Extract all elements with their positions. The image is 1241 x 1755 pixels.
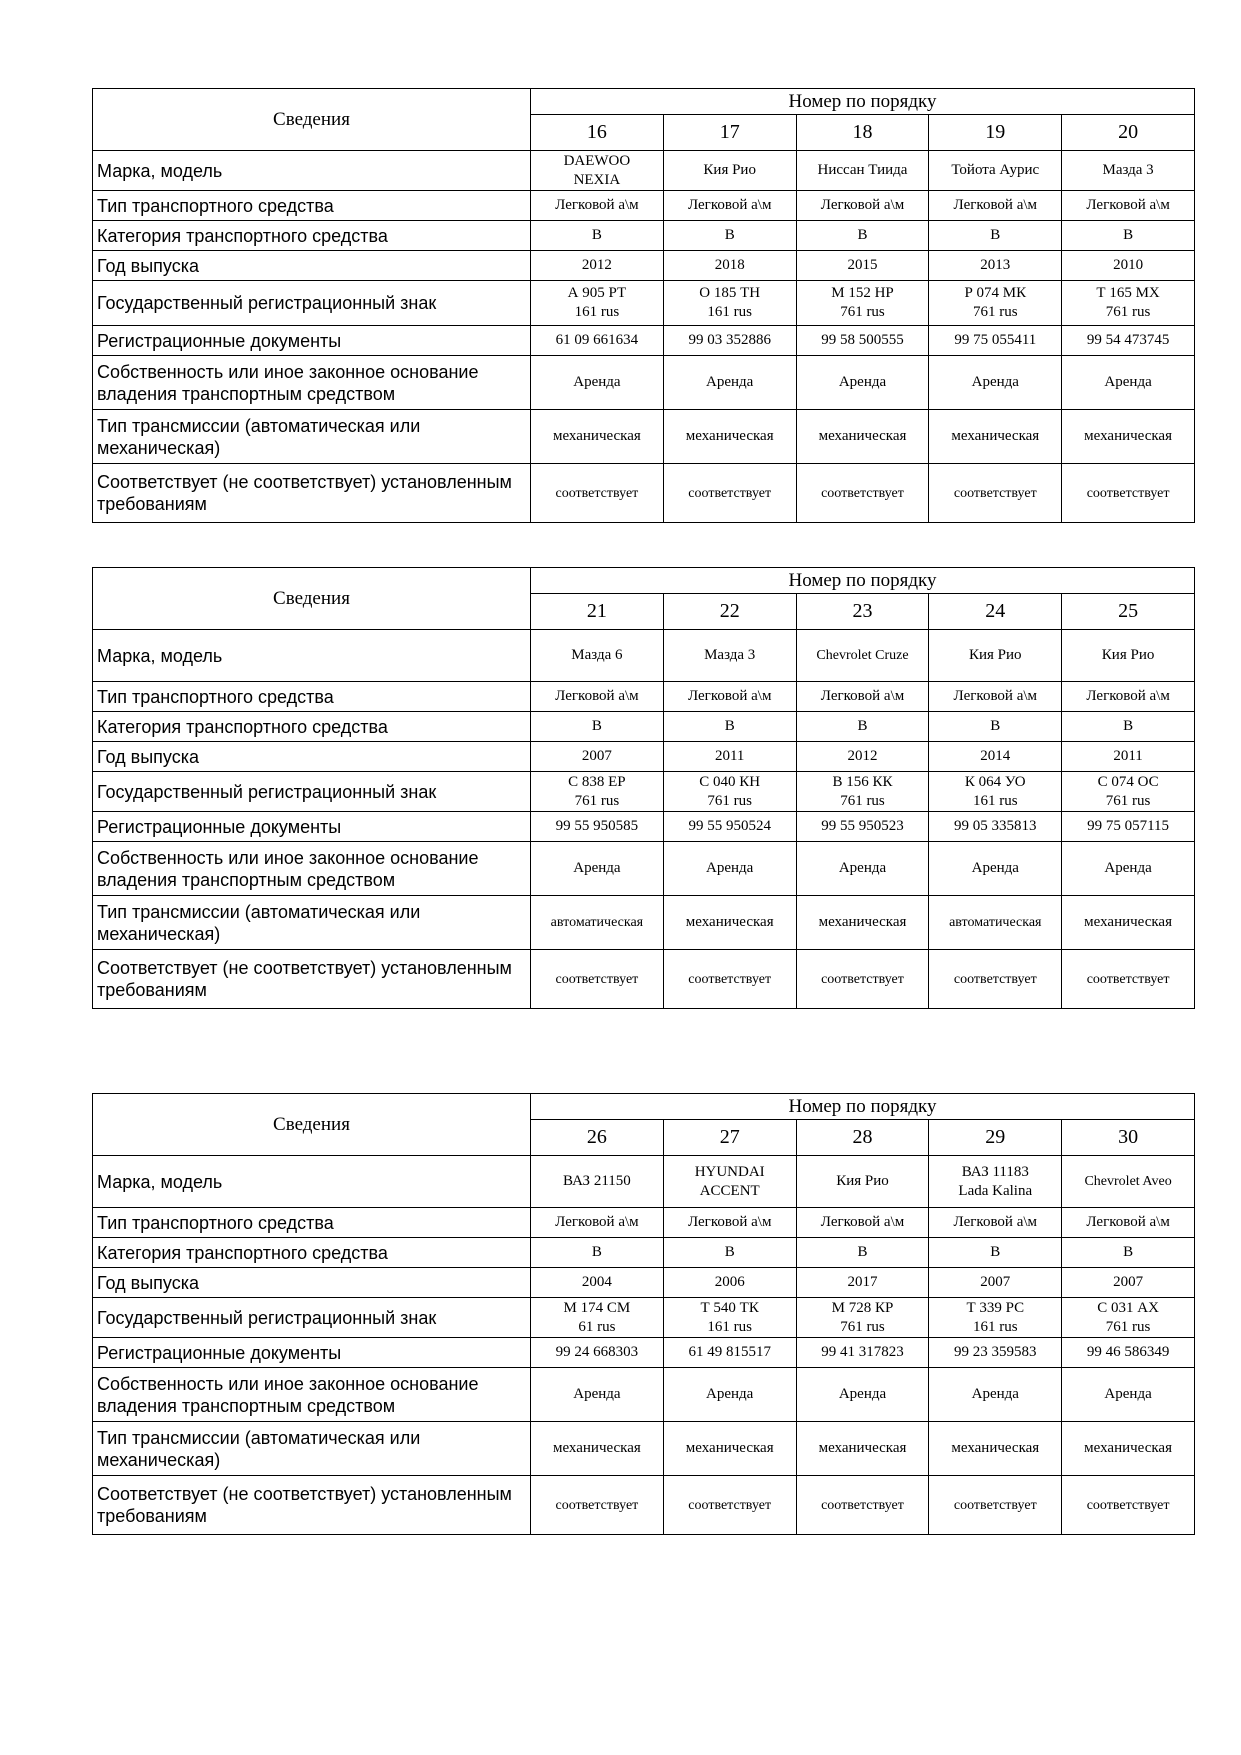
cell-value: 2011 [663, 742, 796, 772]
cell-value: Легковой а\м [531, 1208, 664, 1238]
cell-value: механическая [1062, 410, 1195, 464]
cell-value: Аренда [796, 842, 929, 896]
cell-value: механическая [1062, 896, 1195, 950]
row-label: Регистрационные документы [93, 812, 531, 842]
table-row [93, 812, 1195, 842]
order-number: 30 [1062, 1120, 1195, 1156]
cell-value: Аренда [796, 356, 929, 410]
table-row [93, 712, 1195, 742]
cell-value: B [663, 712, 796, 742]
cell-value: Аренда [663, 842, 796, 896]
table-header-row [93, 568, 1195, 594]
cell-value: Легковой а\м [663, 191, 796, 221]
cell-value: соответствует [929, 464, 1062, 523]
order-number: 24 [929, 594, 1062, 630]
cell-value: B [796, 712, 929, 742]
cell-value: Р 074 МК 761 rus [929, 281, 1062, 326]
table-row [93, 410, 1195, 464]
cell-value: Кия Рио [663, 151, 796, 191]
cell-value: автоматическая [531, 896, 664, 950]
cell-value: B [663, 221, 796, 251]
cell-value: B [796, 221, 929, 251]
table-row [93, 221, 1195, 251]
order-number: 28 [796, 1120, 929, 1156]
order-number-header: Номер по порядку [531, 89, 1195, 115]
cell-value: Легковой а\м [796, 682, 929, 712]
cell-value: механическая [796, 896, 929, 950]
row-label: Тип транспортного средства [93, 1208, 531, 1238]
cell-value: 99 46 586349 [1062, 1338, 1195, 1368]
cell-value: ВАЗ 11183 Lada Kalina [929, 1156, 1062, 1208]
cell-value: соответствует [929, 1476, 1062, 1535]
table-row [93, 1238, 1195, 1268]
cell-value: Аренда [929, 356, 1062, 410]
row-label: Собственность или иное законное основание владения транспортным средством [93, 842, 531, 896]
cell-value: Легковой а\м [796, 191, 929, 221]
cell-value: соответствует [663, 1476, 796, 1535]
cell-value: М 728 КР 761 rus [796, 1298, 929, 1338]
cell-value: механическая [531, 410, 664, 464]
table-row [93, 742, 1195, 772]
cell-value: Легковой а\м [531, 191, 664, 221]
cell-value: B [929, 1238, 1062, 1268]
cell-value: Легковой а\м [929, 682, 1062, 712]
cell-value: 2012 [531, 251, 664, 281]
cell-value: Аренда [929, 1368, 1062, 1422]
cell-value: соответствует [1062, 464, 1195, 523]
cell-value: Легковой а\м [929, 191, 1062, 221]
row-label: Государственный регистрационный знак [93, 281, 531, 326]
table-row [93, 1268, 1195, 1298]
table-row [93, 1156, 1195, 1208]
row-label: Регистрационные документы [93, 1338, 531, 1368]
cell-value: 99 58 500555 [796, 326, 929, 356]
cell-value: В 156 КК 761 rus [796, 772, 929, 812]
cell-value: О 185 ТН 161 rus [663, 281, 796, 326]
order-number-header: Номер по порядку [531, 1094, 1195, 1120]
cell-value: B [1062, 712, 1195, 742]
cell-value: Легковой а\м [929, 1208, 1062, 1238]
table-row [93, 682, 1195, 712]
cell-value: А 905 РТ 161 rus [531, 281, 664, 326]
cell-value: М 174 СМ 61 rus [531, 1298, 664, 1338]
table-row [93, 151, 1195, 191]
vehicle-table-2 [92, 567, 1195, 1009]
order-number: 29 [929, 1120, 1062, 1156]
row-label: Регистрационные документы [93, 326, 531, 356]
cell-value: М 152 НР 761 rus [796, 281, 929, 326]
cell-value: 99 24 668303 [531, 1338, 664, 1368]
cell-value: 99 55 950524 [663, 812, 796, 842]
row-label: Марка, модель [93, 151, 531, 191]
cell-value: Аренда [663, 356, 796, 410]
table-row [93, 896, 1195, 950]
cell-value: соответствует [531, 1476, 664, 1535]
table-header-row [93, 1094, 1195, 1120]
table-row [93, 464, 1195, 523]
cell-value: соответствует [929, 950, 1062, 1009]
cell-value: Кия Рио [796, 1156, 929, 1208]
header-label: Сведения [93, 89, 531, 151]
cell-value: B [929, 221, 1062, 251]
row-label: Марка, модель [93, 630, 531, 682]
cell-value: механическая [663, 896, 796, 950]
cell-value: 2004 [531, 1268, 664, 1298]
cell-value: Ниссан Тиида [796, 151, 929, 191]
cell-value: Легковой а\м [663, 682, 796, 712]
cell-value: механическая [929, 1422, 1062, 1476]
cell-value: Аренда [531, 356, 664, 410]
cell-value: Аренда [1062, 356, 1195, 410]
vehicle-table-3 [92, 1093, 1195, 1535]
cell-value: Аренда [1062, 1368, 1195, 1422]
cell-value: соответствует [663, 950, 796, 1009]
cell-value: Тойота Аурис [929, 151, 1062, 191]
order-number: 17 [663, 115, 796, 151]
row-label: Тип транспортного средства [93, 682, 531, 712]
row-label: Соответствует (не соответствует) установленным требованиям [93, 1476, 531, 1535]
cell-value: соответствует [1062, 950, 1195, 1009]
row-label: Год выпуска [93, 742, 531, 772]
cell-value: Легковой а\м [1062, 682, 1195, 712]
table-row [93, 1208, 1195, 1238]
order-number: 20 [1062, 115, 1195, 151]
table-row [93, 842, 1195, 896]
table-row [93, 1298, 1195, 1338]
cell-value: С 838 ЕР 761 rus [531, 772, 664, 812]
row-label: Год выпуска [93, 1268, 531, 1298]
order-number-header: Номер по порядку [531, 568, 1195, 594]
cell-value: механическая [1062, 1422, 1195, 1476]
cell-value: Аренда [1062, 842, 1195, 896]
cell-value: Т 339 РС 161 rus [929, 1298, 1062, 1338]
cell-value: Chevrolet Cruze [796, 630, 929, 682]
cell-value: 2017 [796, 1268, 929, 1298]
cell-value: Т 165 МХ 761 rus [1062, 281, 1195, 326]
row-label: Тип транспортного средства [93, 191, 531, 221]
cell-value: К 064 УО 161 rus [929, 772, 1062, 812]
order-number: 19 [929, 115, 1062, 151]
cell-value: ВАЗ 21150 [531, 1156, 664, 1208]
cell-value: DAEWOO NEXIA [531, 151, 664, 191]
row-label: Государственный регистрационный знак [93, 772, 531, 812]
cell-value: B [531, 221, 664, 251]
cell-value: Мазда 3 [1062, 151, 1195, 191]
header-label: Сведения [93, 1094, 531, 1156]
cell-value: 2014 [929, 742, 1062, 772]
order-number: 16 [531, 115, 664, 151]
cell-value: Аренда [796, 1368, 929, 1422]
table-row [93, 950, 1195, 1009]
cell-value: B [1062, 221, 1195, 251]
cell-value: Легковой а\м [796, 1208, 929, 1238]
cell-value: B [1062, 1238, 1195, 1268]
cell-value: Кия Рио [929, 630, 1062, 682]
table-row [93, 630, 1195, 682]
row-label: Тип трансмиссии (автоматическая или механическая) [93, 410, 531, 464]
cell-value: B [796, 1238, 929, 1268]
cell-value: соответствует [796, 950, 929, 1009]
order-number: 18 [796, 115, 929, 151]
cell-value: 99 75 055411 [929, 326, 1062, 356]
cell-value: HYUNDAI ACCENT [663, 1156, 796, 1208]
row-label: Категория транспортного средства [93, 712, 531, 742]
cell-value: Т 540 ТК 161 rus [663, 1298, 796, 1338]
cell-value: B [929, 712, 1062, 742]
order-number: 22 [663, 594, 796, 630]
cell-value: Мазда 6 [531, 630, 664, 682]
cell-value: B [663, 1238, 796, 1268]
table-row [93, 191, 1195, 221]
cell-value: 2007 [531, 742, 664, 772]
cell-value: соответствует [796, 1476, 929, 1535]
cell-value: С 074 ОС 761 rus [1062, 772, 1195, 812]
cell-value: соответствует [531, 464, 664, 523]
cell-value: 99 03 352886 [663, 326, 796, 356]
table-row [93, 326, 1195, 356]
cell-value: 99 55 950585 [531, 812, 664, 842]
order-number: 27 [663, 1120, 796, 1156]
row-label: Собственность или иное законное основание владения транспортным средством [93, 1368, 531, 1422]
cell-value: механическая [796, 410, 929, 464]
cell-value: 99 23 359583 [929, 1338, 1062, 1368]
cell-value: 2007 [929, 1268, 1062, 1298]
cell-value: 2006 [663, 1268, 796, 1298]
cell-value: 99 55 950523 [796, 812, 929, 842]
row-label: Год выпуска [93, 251, 531, 281]
cell-value: Легковой а\м [663, 1208, 796, 1238]
cell-value: механическая [663, 410, 796, 464]
cell-value: 2011 [1062, 742, 1195, 772]
order-number: 21 [531, 594, 664, 630]
cell-value: 2015 [796, 251, 929, 281]
table-row [93, 1368, 1195, 1422]
table-row [93, 1422, 1195, 1476]
row-label: Категория транспортного средства [93, 221, 531, 251]
cell-value: соответствует [663, 464, 796, 523]
table-row [93, 251, 1195, 281]
row-label: Собственность или иное законное основание владения транспортным средством [93, 356, 531, 410]
cell-value: 2010 [1062, 251, 1195, 281]
vehicle-table-1 [92, 88, 1195, 523]
table-row [93, 1476, 1195, 1535]
cell-value: соответствует [796, 464, 929, 523]
cell-value: Мазда 3 [663, 630, 796, 682]
cell-value: 61 09 661634 [531, 326, 664, 356]
cell-value: B [531, 712, 664, 742]
order-number: 23 [796, 594, 929, 630]
cell-value: Легковой а\м [531, 682, 664, 712]
row-label: Тип трансмиссии (автоматическая или механическая) [93, 1422, 531, 1476]
cell-value: B [531, 1238, 664, 1268]
row-label: Соответствует (не соответствует) установленным требованиям [93, 950, 531, 1009]
cell-value: Кия Рио [1062, 630, 1195, 682]
cell-value: 2007 [1062, 1268, 1195, 1298]
row-label: Государственный регистрационный знак [93, 1298, 531, 1338]
cell-value: С 040 КН 761 rus [663, 772, 796, 812]
cell-value: 99 05 335813 [929, 812, 1062, 842]
cell-value: 99 41 317823 [796, 1338, 929, 1368]
table-header-row [93, 89, 1195, 115]
cell-value: 2012 [796, 742, 929, 772]
table-row [93, 281, 1195, 326]
order-number: 26 [531, 1120, 664, 1156]
cell-value: Аренда [531, 842, 664, 896]
cell-value: Chevrolet Aveo [1062, 1156, 1195, 1208]
header-label: Сведения [93, 568, 531, 630]
cell-value: Аренда [663, 1368, 796, 1422]
table-row [93, 356, 1195, 410]
order-number: 25 [1062, 594, 1195, 630]
cell-value: Аренда [929, 842, 1062, 896]
cell-value: механическая [663, 1422, 796, 1476]
cell-value: соответствует [531, 950, 664, 1009]
table-row [93, 1338, 1195, 1368]
row-label: Категория транспортного средства [93, 1238, 531, 1268]
cell-value: 99 54 473745 [1062, 326, 1195, 356]
cell-value: соответствует [1062, 1476, 1195, 1535]
cell-value: Легковой а\м [1062, 1208, 1195, 1238]
cell-value: автоматическая [929, 896, 1062, 950]
cell-value: Легковой а\м [1062, 191, 1195, 221]
row-label: Тип трансмиссии (автоматическая или механическая) [93, 896, 531, 950]
cell-value: механическая [796, 1422, 929, 1476]
cell-value: Аренда [531, 1368, 664, 1422]
row-label: Соответствует (не соответствует) установленным требованиям [93, 464, 531, 523]
table-row [93, 772, 1195, 812]
cell-value: 2018 [663, 251, 796, 281]
cell-value: 61 49 815517 [663, 1338, 796, 1368]
cell-value: механическая [929, 410, 1062, 464]
cell-value: 2013 [929, 251, 1062, 281]
row-label: Марка, модель [93, 1156, 531, 1208]
cell-value: С 031 АХ 761 rus [1062, 1298, 1195, 1338]
cell-value: механическая [531, 1422, 664, 1476]
cell-value: 99 75 057115 [1062, 812, 1195, 842]
